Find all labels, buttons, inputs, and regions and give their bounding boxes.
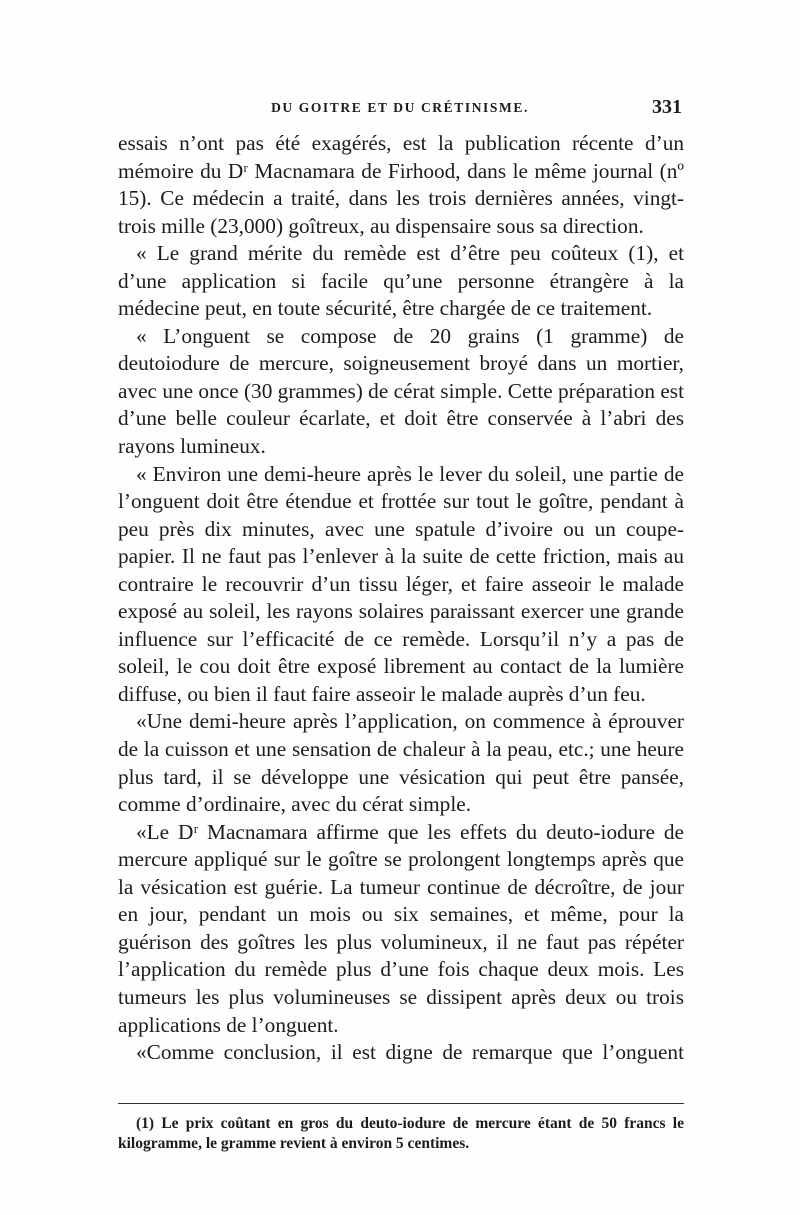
page-number: 331 bbox=[652, 96, 682, 118]
footnote-rule bbox=[118, 1103, 684, 1104]
running-title: DU GOITRE ET DU CRÉTINISME. bbox=[271, 100, 529, 115]
paragraph-continuation: essais n’ont pas été exagérés, est la publication récente d’un mémoire du Dʳ Macnamara de Firhood, dans le même journal (nº 15). Ce médecin a traité, dans les trois dernières années, vingt-trois mille (23,000) goîtreux, au dispensaire sous sa direction. bbox=[118, 131, 684, 238]
paragraph: « Le grand mérite du remède est d’être peu coûteux (1), et d’une application si facile qu’une personne étrangère à la médecine peut, en toute sécurité, être chargée de ce traitement. bbox=[118, 241, 684, 321]
paragraph: «Une demi-heure après l’application, on commence à éprouver de la cuisson et une sensation de chaleur à la peau, etc.; une heure plus tard, il se développe une vésication qui peut être pansée, comme d’ordinaire, avec du cérat simple. bbox=[118, 709, 684, 817]
footnote: (1) Le prix coûtant en gros du deuto-iodure de mercure étant de 50 francs le kilogramme, le gramme revient à environ 5 centimes. bbox=[118, 1115, 684, 1152]
body-text bbox=[118, 130, 684, 1067]
paragraph: «Le Dʳ Macnamara affirme que les effets du deuto-iodure de mercure appliqué sur le goître se prolongent longtemps après que la vésication est guérie. La tumeur continue de décroître, de jour en jour, pendant un mois ou six semaines, et même, pour la guérison des goîtres les plus volumineux, il ne faut pas répéter l’application du remède plus d’une fois chaque deux mois. Les tumeurs les plus volumineuses se dissipent après deux ou trois applications de l’onguent. bbox=[118, 819, 684, 1037]
running-head bbox=[118, 96, 682, 126]
paragraph: « Environ une demi-heure après le lever du soleil, une partie de l’onguent doit être étendue et frottée sur tout le goître, pendant à peu près dix minutes, avec une spatule d’ivoire ou un coupe-papier. Il ne faut pas l’enlever à la suite de cette friction, mais au contraire le recouvrir d’un tissu léger, et faire asseoir le malade exposé au soleil, les rayons solaires paraissant exercer une grande influence sur l’efficacité de ce remède. Lorsqu’il n’y a pas de soleil, le cou doit être exposé librement au contact de la lumière diffuse, ou bien il faut faire asseoir le malade auprès d’un feu. bbox=[118, 461, 684, 706]
paragraph: « L’onguent se compose de 20 grains (1 gramme) de deutoiodure de mercure, soigneusement broyé dans un mortier, avec une once (30 grammes) de cérat simple. Cette préparation est d’une belle couleur écarlate, et doit être conservée à l’abri des rayons lumineux. bbox=[118, 323, 684, 459]
paragraph-truncated: «Comme conclusion, il est digne de remarque que l’onguent bbox=[136, 1040, 684, 1065]
